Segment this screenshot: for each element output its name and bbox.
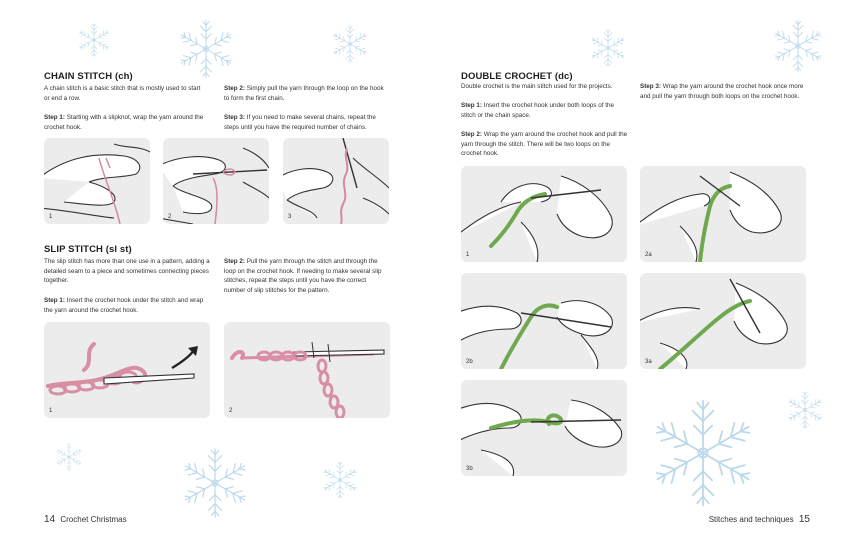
double-crochet-illustration-3b bbox=[461, 380, 627, 476]
slip-stitch-illustration-2 bbox=[224, 322, 390, 418]
double-crochet-illustration-3a bbox=[640, 273, 806, 369]
snowflake-icon bbox=[178, 446, 252, 520]
double-crochet-illustration-2b bbox=[461, 273, 627, 369]
slip-stitch-title: SLIP STITCH (sl st) bbox=[44, 244, 132, 255]
snowflake-icon bbox=[785, 390, 825, 430]
page-number: 14 bbox=[44, 514, 56, 525]
panel-number: 2 bbox=[168, 214, 172, 220]
panel-number: 1 bbox=[49, 214, 53, 220]
double-crochet-step2: Step 2: Wrap the yarn around the crochet hook and pull the yarn through the stitch. There will be two loops on the crochet hook. bbox=[461, 131, 628, 158]
chain-stitch-step2: Step 2: Simply pull the yarn through the loop on the hook to form the first chain. bbox=[224, 85, 384, 102]
double-crochet-step3: Step 3: Wrap the yarn around the crochet hook once more and pull the yarn through both loops on the crochet hook. bbox=[640, 83, 804, 100]
snowflake-icon bbox=[175, 18, 237, 80]
double-crochet-step1: Step 1: Insert the crochet hook under both loops of the stitch or the chain space. bbox=[461, 102, 614, 119]
snowflake-icon bbox=[770, 18, 826, 74]
double-crochet-illustration-1 bbox=[461, 166, 627, 262]
snowflake-icon bbox=[646, 396, 760, 510]
left-footer bbox=[44, 514, 127, 525]
right-footer bbox=[709, 514, 810, 525]
snowflake-icon bbox=[320, 460, 360, 500]
snowflake-icon bbox=[76, 22, 112, 58]
panel-number: 2 bbox=[229, 408, 233, 414]
double-crochet-intro: Double crochet is the main stitch used for the projects. bbox=[461, 83, 613, 90]
slip-stitch-intro: The slip stitch has more than one use in a pattern, adding a detailed seam to a piece and sometimes connecting pieces together. bbox=[44, 258, 210, 285]
snowflake-icon bbox=[588, 28, 628, 68]
double-crochet-illustration-2a bbox=[640, 166, 806, 262]
panel-number: 3a bbox=[645, 359, 652, 365]
chain-stitch-illustration-1 bbox=[44, 138, 150, 224]
chain-stitch-step1: Step 1: Starting with a slipknot, wrap the yarn around the crochet hook. bbox=[44, 114, 204, 131]
chain-stitch-title: CHAIN STITCH (ch) bbox=[44, 71, 133, 82]
panel-number: 2b bbox=[466, 359, 473, 365]
slip-stitch-step2: Step 2: Pull the yarn through the stitch and through the loop on the crochet hook. If needing to make several slip stitches, repeat the steps until you have the correct number of slip stitches for the pattern. bbox=[224, 258, 382, 294]
chain-stitch-intro: A chain stitch is a basic stitch that is mostly used to start or end a row. bbox=[44, 85, 201, 102]
snowflake-icon bbox=[330, 24, 370, 64]
slip-stitch-step1: Step 1: Insert the crochet hook under the stitch and wrap the yarn around the crochet hook. bbox=[44, 297, 204, 314]
slip-stitch-illustration-1 bbox=[44, 322, 210, 418]
panel-number: 1 bbox=[466, 252, 470, 258]
panel-number: 2a bbox=[645, 252, 652, 258]
chain-stitch-step3: Step 3: If you need to make several chains, repeat the steps until you have the required number of chains. bbox=[224, 114, 376, 131]
chain-stitch-illustration-2 bbox=[163, 138, 269, 224]
panel-number: 3 bbox=[288, 214, 292, 220]
panel-number: 1 bbox=[49, 408, 53, 414]
double-crochet-title: DOUBLE CROCHET (dc) bbox=[461, 71, 573, 82]
section-title: Stitches and techniques bbox=[708, 515, 794, 524]
chain-stitch-illustration-3 bbox=[283, 138, 389, 224]
page-number: 15 bbox=[798, 514, 810, 525]
panel-number: 3b bbox=[466, 466, 473, 472]
book-title: Crochet Christmas bbox=[60, 515, 127, 524]
snowflake-icon bbox=[54, 442, 84, 472]
